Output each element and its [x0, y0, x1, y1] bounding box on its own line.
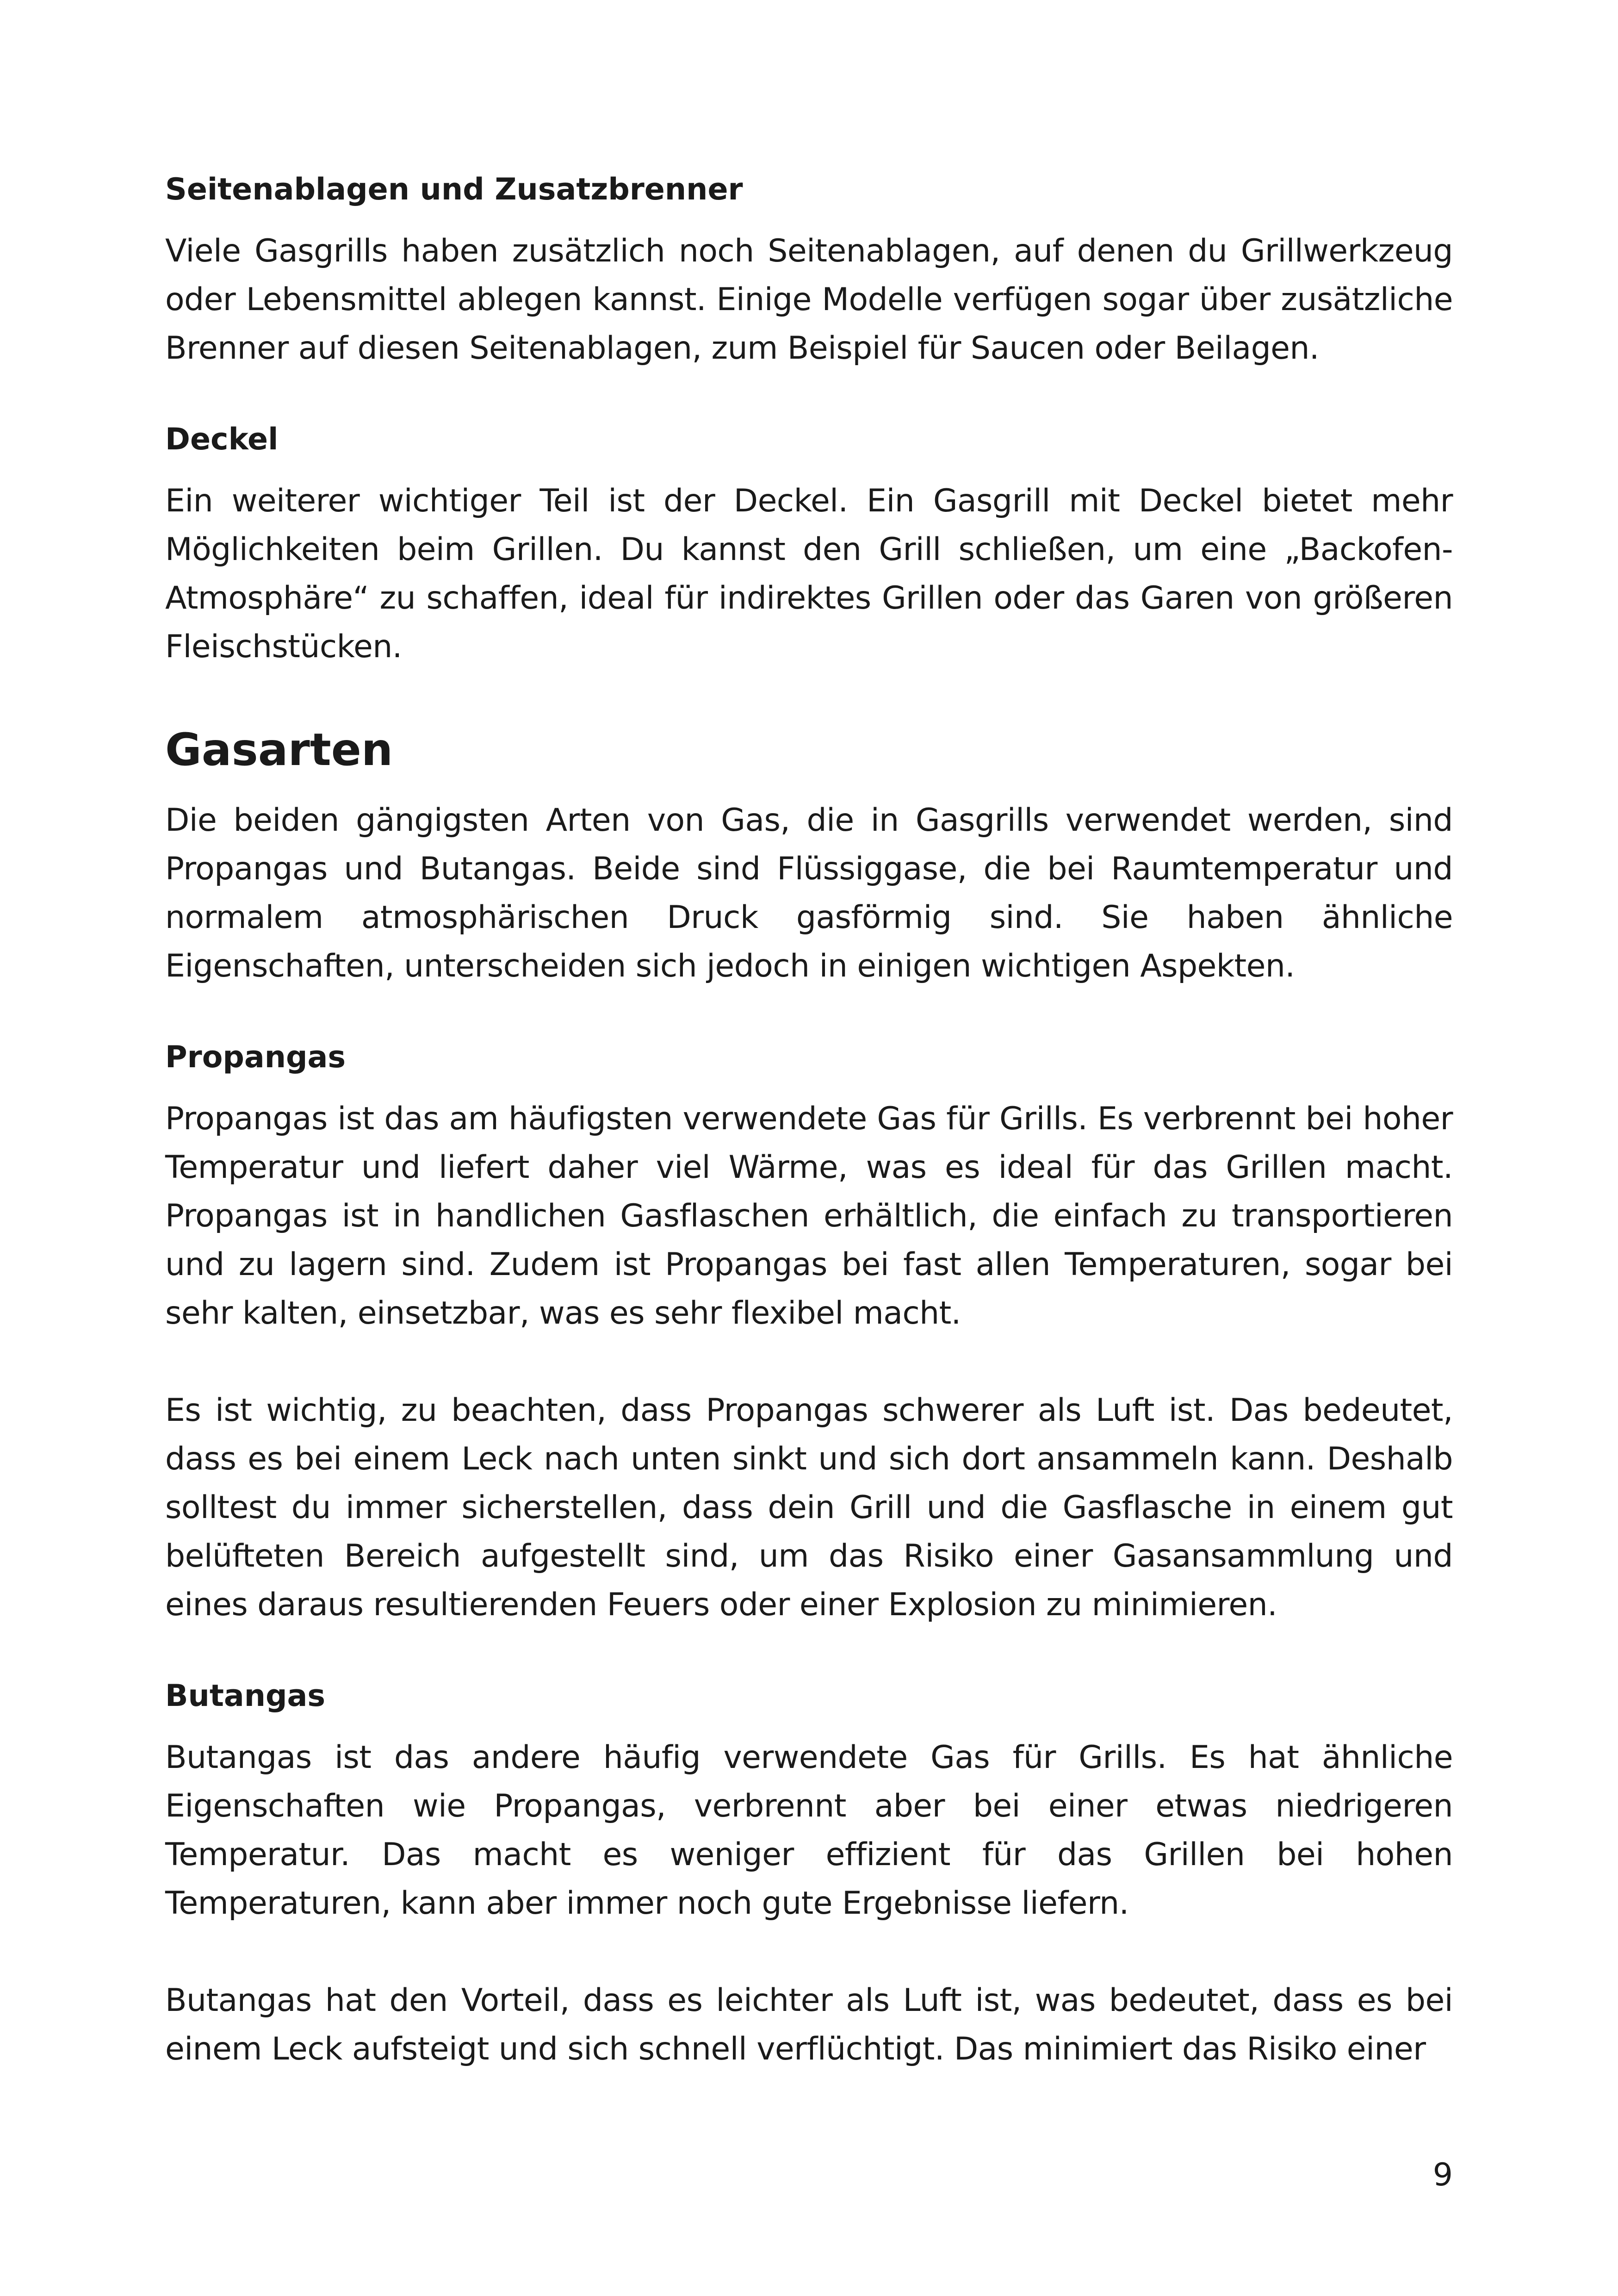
- page-number: 9: [1432, 2157, 1453, 2193]
- subheading-deckel: Deckel: [165, 422, 279, 457]
- paragraph-seitenablagen: Viele Gasgrills haben zusätzlich noch Seitenablagen, auf denen du Grillwerkzeug oder Lebensmittel ablegen kannst. Einige Modelle verfügen sogar über zusätzliche Brenner auf diesen Seitenablagen, zum Beispiel für Saucen oder Beilagen.: [165, 233, 1453, 367]
- paragraph-propangas-1: Propangas ist das am häufigsten verwendete Gas für Grills. Es verbrennt bei hoher Temperatur und liefert daher viel Wärme, was es ideal für das Grillen macht. Propangas ist in handlichen Gasflaschen erhältlich, die einfach zu transportieren und zu lagern sind. Zudem ist Propangas bei fast allen Temperaturen, sogar bei sehr kalten, einsetzbar, was es sehr flexibel macht.: [165, 1101, 1453, 1332]
- paragraph-deckel: Ein weiterer wichtiger Teil ist der Deckel. Ein Gasgrill mit Deckel bietet mehr Möglichkeiten beim Grillen. Du kannst den Grill schließen, um eine „Backofen-Atmosphäre“ zu schaffen, ideal für indirektes Grillen oder das Garen von größeren Fleischstücken.: [165, 483, 1453, 665]
- subheading-propangas: Propangas: [165, 1040, 346, 1075]
- subheading-butangas: Butangas: [165, 1679, 326, 1713]
- page-content: [165, 167, 1453, 2073]
- heading-gasarten: Gasarten: [165, 724, 393, 776]
- paragraph-gasarten: Die beiden gängigsten Arten von Gas, die in Gasgrills verwendet werden, sind Propangas und Butangas. Beide sind Flüssiggase, die bei Raumtemperatur und normalem atmosphärischen Druck gasförmig sind. Sie haben ähnliche Eigenschaften, unterscheiden sich jedoch in einigen wichtigen Aspekten.: [165, 802, 1453, 984]
- paragraph-butangas-2: Butangas hat den Vorteil, dass es leichter als Luft ist, was bedeutet, dass es bei einem Leck aufsteigt und sich schnell verflüchtigt. Das minimiert das Risiko einer: [165, 1982, 1453, 2067]
- subheading-seitenablagen: Seitenablagen und Zusatzbrenner: [165, 172, 743, 207]
- paragraph-butangas-1: Butangas ist das andere häufig verwendete Gas für Grills. Es hat ähnliche Eigenschaften wie Propangas, verbrennt aber bei einer etwas niedrigeren Temperatur. Das macht es weniger effizient für das Grillen bei hohen Temperaturen, kann aber immer noch gute Ergebnisse liefern.: [165, 1739, 1453, 1922]
- paragraph-propangas-2: Es ist wichtig, zu beachten, dass Propangas schwerer als Luft ist. Das bedeutet, dass es bei einem Leck nach unten sinkt und sich dort ansammeln kann. Deshalb solltest du immer sicherstellen, dass dein Grill und die Gasflasche in einem gut belüfteten Bereich aufgestellt sind, um das Risiko einer Gasansammlung und eines daraus resultierenden Feuers oder einer Explosion zu minimieren.: [165, 1392, 1453, 1623]
